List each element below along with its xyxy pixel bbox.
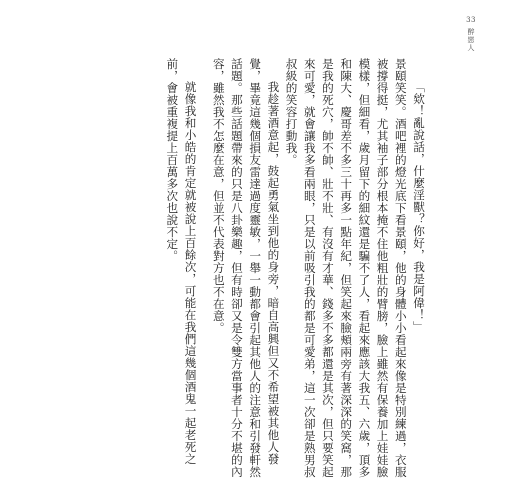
paragraph-description: 景頤笑笑。酒吧裡的燈光底下看景頤，他的身體小小看起來像是特別練過，衣服被撐得挺，尤其袖子部分根本掩不住他粗壯的臂膀，臉上雖然有保養加上娃娃臉模樣，但細看，歲月留下的細紋還是騙不了人，看起來應該大我五、六歲，頂多和陳大、慶哥差不多三十再多一點年紀，但笑起來臉頰兩旁有著深深的笑窩，那是我的死穴，帥不帥、壯不壯、有沒有才華、錢多不多都還是其次，但只要笑起來可愛，就會讓我多看兩眼，只是以前吸引我的都是可愛弟，這一次卻是熟男叔叔級的笑容打動我。 — [284, 58, 408, 478]
body-text — [153, 58, 428, 483]
paragraph-dialogue: 「欸！亂說話，什麼淫獸？你好，我是阿偉！」 — [412, 81, 426, 334]
paragraph-approach: 我趁著酒意起，鼓起勇氣坐到他的身旁，暗自高興但又不希望被其他人發覺，畢竟這幾個損友雷達過度靈敏，一舉一動都會引起其他人的注意和引發軒然話題。那些話題帶來的只是八卦樂趣，但有時卻又是令雙方當事者十分不堪的內容，雖然我不怎麼在意，但並不代表對方也不在意。 — [211, 58, 281, 478]
paragraph-closing: 就像我和小皓的肯定就被說上百餘次，可能在我們這幾個酒鬼一起老死之前，會被重複提上百萬多次也說不定。 — [165, 58, 198, 466]
book-title: 醉戀人 — [467, 28, 475, 52]
running-header — [466, 16, 476, 52]
page-number: 33 — [466, 16, 476, 24]
